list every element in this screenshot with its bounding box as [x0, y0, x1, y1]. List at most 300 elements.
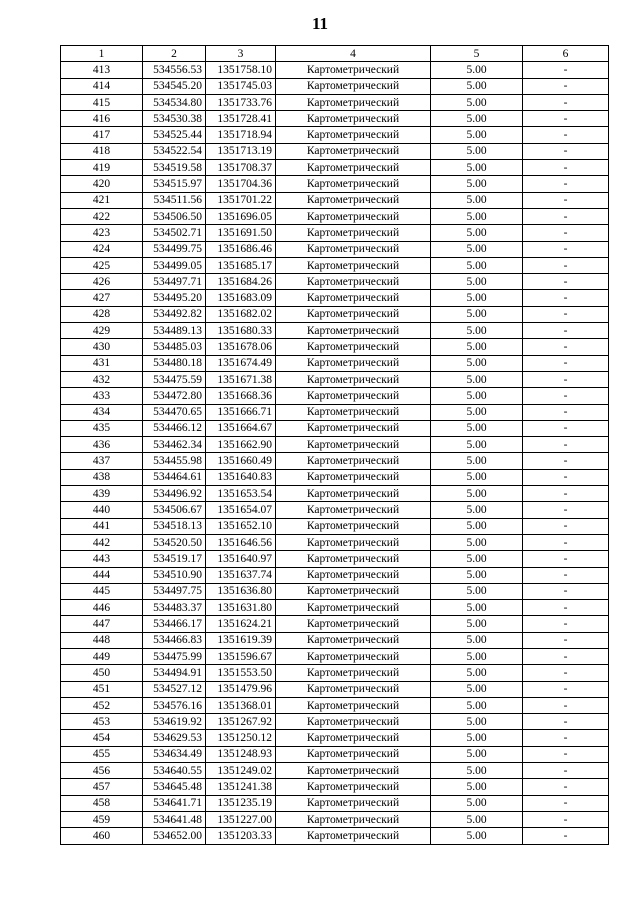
point-number-cell: 426 — [61, 274, 143, 290]
point-number-cell: 445 — [61, 583, 143, 599]
accuracy-cell: 5.00 — [431, 371, 523, 387]
y-coordinate-cell: 1351696.05 — [206, 208, 276, 224]
accuracy-cell: 5.00 — [431, 567, 523, 583]
table-row — [61, 730, 609, 746]
accuracy-cell: 5.00 — [431, 420, 523, 436]
point-number-cell: 425 — [61, 257, 143, 273]
x-coordinate-cell: 534497.75 — [143, 583, 206, 599]
y-coordinate-cell: 1351733.76 — [206, 94, 276, 110]
table-row — [61, 323, 609, 339]
point-number-cell: 418 — [61, 143, 143, 159]
table-row — [61, 176, 609, 192]
method-cell: Картометрический — [276, 600, 431, 616]
note-cell: - — [523, 339, 609, 355]
y-coordinate-cell: 1351660.49 — [206, 453, 276, 469]
note-cell: - — [523, 371, 609, 387]
note-cell: - — [523, 176, 609, 192]
y-coordinate-cell: 1351685.17 — [206, 257, 276, 273]
accuracy-cell: 5.00 — [431, 306, 523, 322]
method-cell: Картометрический — [276, 714, 431, 730]
accuracy-cell: 5.00 — [431, 257, 523, 273]
note-cell: - — [523, 355, 609, 371]
y-coordinate-cell: 1351718.94 — [206, 127, 276, 143]
method-cell: Картометрический — [276, 355, 431, 371]
method-cell: Картометрический — [276, 290, 431, 306]
table-row — [61, 567, 609, 583]
table-row — [61, 437, 609, 453]
table-row — [61, 779, 609, 795]
method-cell: Картометрический — [276, 486, 431, 502]
point-number-cell: 449 — [61, 648, 143, 664]
point-number-cell: 455 — [61, 746, 143, 762]
accuracy-cell: 5.00 — [431, 811, 523, 827]
accuracy-cell: 5.00 — [431, 600, 523, 616]
method-cell: Картометрический — [276, 632, 431, 648]
accuracy-cell: 5.00 — [431, 388, 523, 404]
accuracy-cell: 5.00 — [431, 111, 523, 127]
method-cell: Картометрический — [276, 306, 431, 322]
y-coordinate-cell: 1351640.83 — [206, 469, 276, 485]
point-number-cell: 423 — [61, 225, 143, 241]
table-row — [61, 111, 609, 127]
y-coordinate-cell: 1351646.56 — [206, 534, 276, 550]
x-coordinate-cell: 534470.65 — [143, 404, 206, 420]
note-cell: - — [523, 779, 609, 795]
note-cell: - — [523, 502, 609, 518]
table-body — [61, 62, 609, 844]
accuracy-cell: 5.00 — [431, 763, 523, 779]
y-coordinate-cell: 1351250.12 — [206, 730, 276, 746]
note-cell: - — [523, 127, 609, 143]
point-number-cell: 414 — [61, 78, 143, 94]
x-coordinate-cell: 534520.50 — [143, 534, 206, 550]
table-row — [61, 600, 609, 616]
method-cell: Картометрический — [276, 257, 431, 273]
x-coordinate-cell: 534455.98 — [143, 453, 206, 469]
note-cell: - — [523, 681, 609, 697]
method-cell: Картометрический — [276, 763, 431, 779]
column-header: 5 — [431, 46, 523, 62]
point-number-cell: 413 — [61, 62, 143, 78]
method-cell: Картометрический — [276, 469, 431, 485]
x-coordinate-cell: 534641.48 — [143, 811, 206, 827]
accuracy-cell: 5.00 — [431, 62, 523, 78]
accuracy-cell: 5.00 — [431, 551, 523, 567]
accuracy-cell: 5.00 — [431, 176, 523, 192]
table-row — [61, 746, 609, 762]
x-coordinate-cell: 534462.34 — [143, 437, 206, 453]
point-number-cell: 452 — [61, 697, 143, 713]
table-row — [61, 811, 609, 827]
method-cell: Картометрический — [276, 94, 431, 110]
table-row — [61, 78, 609, 94]
y-coordinate-cell: 1351682.02 — [206, 306, 276, 322]
point-number-cell: 448 — [61, 632, 143, 648]
point-number-cell: 458 — [61, 795, 143, 811]
table-row — [61, 616, 609, 632]
y-coordinate-cell: 1351637.74 — [206, 567, 276, 583]
note-cell: - — [523, 697, 609, 713]
x-coordinate-cell: 534511.56 — [143, 192, 206, 208]
accuracy-cell: 5.00 — [431, 697, 523, 713]
accuracy-cell: 5.00 — [431, 534, 523, 550]
table-row — [61, 257, 609, 273]
column-header: 2 — [143, 46, 206, 62]
accuracy-cell: 5.00 — [431, 795, 523, 811]
table-row — [61, 339, 609, 355]
y-coordinate-cell: 1351728.41 — [206, 111, 276, 127]
x-coordinate-cell: 534641.71 — [143, 795, 206, 811]
x-coordinate-cell: 534576.16 — [143, 697, 206, 713]
x-coordinate-cell: 534483.37 — [143, 600, 206, 616]
note-cell: - — [523, 551, 609, 567]
x-coordinate-cell: 534506.67 — [143, 502, 206, 518]
accuracy-cell: 5.00 — [431, 78, 523, 94]
accuracy-cell: 5.00 — [431, 681, 523, 697]
note-cell: - — [523, 94, 609, 110]
point-number-cell: 446 — [61, 600, 143, 616]
method-cell: Картометрический — [276, 143, 431, 159]
table-row — [61, 225, 609, 241]
y-coordinate-cell: 1351683.09 — [206, 290, 276, 306]
note-cell: - — [523, 763, 609, 779]
method-cell: Картометрический — [276, 78, 431, 94]
y-coordinate-cell: 1351686.46 — [206, 241, 276, 257]
table-row — [61, 62, 609, 78]
note-cell: - — [523, 730, 609, 746]
point-number-cell: 417 — [61, 127, 143, 143]
x-coordinate-cell: 534499.75 — [143, 241, 206, 257]
y-coordinate-cell: 1351653.54 — [206, 486, 276, 502]
x-coordinate-cell: 534464.61 — [143, 469, 206, 485]
accuracy-cell: 5.00 — [431, 437, 523, 453]
y-coordinate-cell: 1351713.19 — [206, 143, 276, 159]
table-row — [61, 795, 609, 811]
point-number-cell: 415 — [61, 94, 143, 110]
point-number-cell: 453 — [61, 714, 143, 730]
point-number-cell: 443 — [61, 551, 143, 567]
method-cell: Картометрический — [276, 665, 431, 681]
method-cell: Картометрический — [276, 648, 431, 664]
table-row — [61, 404, 609, 420]
note-cell: - — [523, 746, 609, 762]
accuracy-cell: 5.00 — [431, 486, 523, 502]
table-row — [61, 486, 609, 502]
method-cell: Картометрический — [276, 518, 431, 534]
method-cell: Картометрический — [276, 779, 431, 795]
point-number-cell: 456 — [61, 763, 143, 779]
method-cell: Картометрический — [276, 192, 431, 208]
accuracy-cell: 5.00 — [431, 323, 523, 339]
x-coordinate-cell: 534545.20 — [143, 78, 206, 94]
table-row — [61, 355, 609, 371]
x-coordinate-cell: 534515.97 — [143, 176, 206, 192]
y-coordinate-cell: 1351241.38 — [206, 779, 276, 795]
y-coordinate-cell: 1351249.02 — [206, 763, 276, 779]
y-coordinate-cell: 1351619.39 — [206, 632, 276, 648]
y-coordinate-cell: 1351654.07 — [206, 502, 276, 518]
method-cell: Картометрический — [276, 371, 431, 387]
table-row — [61, 551, 609, 567]
accuracy-cell: 5.00 — [431, 502, 523, 518]
y-coordinate-cell: 1351745.03 — [206, 78, 276, 94]
note-cell: - — [523, 192, 609, 208]
y-coordinate-cell: 1351636.80 — [206, 583, 276, 599]
accuracy-cell: 5.00 — [431, 225, 523, 241]
note-cell: - — [523, 143, 609, 159]
x-coordinate-cell: 534527.12 — [143, 681, 206, 697]
note-cell: - — [523, 469, 609, 485]
point-number-cell: 436 — [61, 437, 143, 453]
y-coordinate-cell: 1351704.36 — [206, 176, 276, 192]
point-number-cell: 437 — [61, 453, 143, 469]
table-row — [61, 583, 609, 599]
x-coordinate-cell: 534466.17 — [143, 616, 206, 632]
accuracy-cell: 5.00 — [431, 714, 523, 730]
table-row — [61, 241, 609, 257]
x-coordinate-cell: 534497.71 — [143, 274, 206, 290]
note-cell: - — [523, 583, 609, 599]
point-number-cell: 434 — [61, 404, 143, 420]
table-row — [61, 388, 609, 404]
method-cell: Картометрический — [276, 225, 431, 241]
column-header: 3 — [206, 46, 276, 62]
y-coordinate-cell: 1351235.19 — [206, 795, 276, 811]
table-row — [61, 371, 609, 387]
method-cell: Картометрический — [276, 567, 431, 583]
note-cell: - — [523, 534, 609, 550]
accuracy-cell: 5.00 — [431, 339, 523, 355]
note-cell: - — [523, 62, 609, 78]
method-cell: Картометрический — [276, 681, 431, 697]
x-coordinate-cell: 534629.53 — [143, 730, 206, 746]
x-coordinate-cell: 534534.80 — [143, 94, 206, 110]
x-coordinate-cell: 534519.58 — [143, 160, 206, 176]
method-cell: Картометрический — [276, 127, 431, 143]
x-coordinate-cell: 534466.12 — [143, 420, 206, 436]
table-header-row — [61, 46, 609, 62]
point-number-cell: 438 — [61, 469, 143, 485]
table-row — [61, 208, 609, 224]
y-coordinate-cell: 1351203.33 — [206, 828, 276, 844]
point-number-cell: 427 — [61, 290, 143, 306]
note-cell: - — [523, 290, 609, 306]
accuracy-cell: 5.00 — [431, 518, 523, 534]
point-number-cell: 435 — [61, 420, 143, 436]
x-coordinate-cell: 534480.18 — [143, 355, 206, 371]
table-row — [61, 763, 609, 779]
y-coordinate-cell: 1351678.06 — [206, 339, 276, 355]
point-number-cell: 424 — [61, 241, 143, 257]
note-cell: - — [523, 111, 609, 127]
table-row — [61, 306, 609, 322]
y-coordinate-cell: 1351668.36 — [206, 388, 276, 404]
x-coordinate-cell: 534640.55 — [143, 763, 206, 779]
method-cell: Картометрический — [276, 534, 431, 550]
table-row — [61, 697, 609, 713]
method-cell: Картометрический — [276, 616, 431, 632]
column-header: 1 — [61, 46, 143, 62]
note-cell: - — [523, 486, 609, 502]
table-row — [61, 453, 609, 469]
x-coordinate-cell: 534475.99 — [143, 648, 206, 664]
method-cell: Картометрический — [276, 176, 431, 192]
table-row — [61, 94, 609, 110]
table-row — [61, 469, 609, 485]
x-coordinate-cell: 534518.13 — [143, 518, 206, 534]
point-number-cell: 432 — [61, 371, 143, 387]
note-cell: - — [523, 225, 609, 241]
table-row — [61, 192, 609, 208]
method-cell: Картометрический — [276, 730, 431, 746]
accuracy-cell: 5.00 — [431, 404, 523, 420]
x-coordinate-cell: 534619.92 — [143, 714, 206, 730]
note-cell: - — [523, 306, 609, 322]
table-row — [61, 632, 609, 648]
table-row — [61, 143, 609, 159]
note-cell: - — [523, 323, 609, 339]
y-coordinate-cell: 1351624.21 — [206, 616, 276, 632]
method-cell: Картометрический — [276, 795, 431, 811]
x-coordinate-cell: 534634.49 — [143, 746, 206, 762]
method-cell: Картометрический — [276, 208, 431, 224]
note-cell: - — [523, 632, 609, 648]
method-cell: Картометрический — [276, 274, 431, 290]
y-coordinate-cell: 1351666.71 — [206, 404, 276, 420]
method-cell: Картометрический — [276, 323, 431, 339]
point-number-cell: 460 — [61, 828, 143, 844]
y-coordinate-cell: 1351701.22 — [206, 192, 276, 208]
note-cell: - — [523, 78, 609, 94]
point-number-cell: 447 — [61, 616, 143, 632]
point-number-cell: 444 — [61, 567, 143, 583]
note-cell: - — [523, 714, 609, 730]
y-coordinate-cell: 1351652.10 — [206, 518, 276, 534]
table-row — [61, 420, 609, 436]
point-number-cell: 454 — [61, 730, 143, 746]
method-cell: Картометрический — [276, 453, 431, 469]
table-row — [61, 502, 609, 518]
method-cell: Картометрический — [276, 111, 431, 127]
x-coordinate-cell: 534522.54 — [143, 143, 206, 159]
column-header: 4 — [276, 46, 431, 62]
accuracy-cell: 5.00 — [431, 94, 523, 110]
y-coordinate-cell: 1351671.38 — [206, 371, 276, 387]
accuracy-cell: 5.00 — [431, 355, 523, 371]
point-number-cell: 441 — [61, 518, 143, 534]
y-coordinate-cell: 1351662.90 — [206, 437, 276, 453]
point-number-cell: 421 — [61, 192, 143, 208]
point-number-cell: 459 — [61, 811, 143, 827]
point-number-cell: 450 — [61, 665, 143, 681]
accuracy-cell: 5.00 — [431, 648, 523, 664]
method-cell: Картометрический — [276, 420, 431, 436]
x-coordinate-cell: 534525.44 — [143, 127, 206, 143]
x-coordinate-cell: 534519.17 — [143, 551, 206, 567]
y-coordinate-cell: 1351640.97 — [206, 551, 276, 567]
method-cell: Картометрический — [276, 811, 431, 827]
point-number-cell: 416 — [61, 111, 143, 127]
accuracy-cell: 5.00 — [431, 469, 523, 485]
x-coordinate-cell: 534510.90 — [143, 567, 206, 583]
note-cell: - — [523, 404, 609, 420]
y-coordinate-cell: 1351684.26 — [206, 274, 276, 290]
method-cell: Картометрический — [276, 437, 431, 453]
y-coordinate-cell: 1351368.01 — [206, 697, 276, 713]
note-cell: - — [523, 437, 609, 453]
method-cell: Картометрический — [276, 746, 431, 762]
point-number-cell: 457 — [61, 779, 143, 795]
accuracy-cell: 5.00 — [431, 746, 523, 762]
note-cell: - — [523, 811, 609, 827]
table-row — [61, 534, 609, 550]
accuracy-cell: 5.00 — [431, 730, 523, 746]
x-coordinate-cell: 534645.48 — [143, 779, 206, 795]
accuracy-cell: 5.00 — [431, 208, 523, 224]
accuracy-cell: 5.00 — [431, 127, 523, 143]
y-coordinate-cell: 1351227.00 — [206, 811, 276, 827]
note-cell: - — [523, 665, 609, 681]
note-cell: - — [523, 567, 609, 583]
y-coordinate-cell: 1351758.10 — [206, 62, 276, 78]
method-cell: Картометрический — [276, 697, 431, 713]
note-cell: - — [523, 616, 609, 632]
x-coordinate-cell: 534506.50 — [143, 208, 206, 224]
x-coordinate-cell: 534652.00 — [143, 828, 206, 844]
note-cell: - — [523, 600, 609, 616]
y-coordinate-cell: 1351680.33 — [206, 323, 276, 339]
note-cell: - — [523, 257, 609, 273]
accuracy-cell: 5.00 — [431, 828, 523, 844]
note-cell: - — [523, 795, 609, 811]
note-cell: - — [523, 648, 609, 664]
point-number-cell: 429 — [61, 323, 143, 339]
accuracy-cell: 5.00 — [431, 453, 523, 469]
x-coordinate-cell: 534495.20 — [143, 290, 206, 306]
note-cell: - — [523, 388, 609, 404]
table-row — [61, 274, 609, 290]
y-coordinate-cell: 1351691.50 — [206, 225, 276, 241]
accuracy-cell: 5.00 — [431, 665, 523, 681]
method-cell: Картометрический — [276, 551, 431, 567]
y-coordinate-cell: 1351553.50 — [206, 665, 276, 681]
page-number: 11 — [311, 14, 329, 33]
table-row — [61, 290, 609, 306]
table-row — [61, 665, 609, 681]
accuracy-cell: 5.00 — [431, 779, 523, 795]
point-number-cell: 433 — [61, 388, 143, 404]
y-coordinate-cell: 1351631.80 — [206, 600, 276, 616]
note-cell: - — [523, 518, 609, 534]
method-cell: Картометрический — [276, 339, 431, 355]
accuracy-cell: 5.00 — [431, 616, 523, 632]
point-number-cell: 439 — [61, 486, 143, 502]
y-coordinate-cell: 1351479.96 — [206, 681, 276, 697]
table-row — [61, 828, 609, 844]
note-cell: - — [523, 208, 609, 224]
note-cell: - — [523, 274, 609, 290]
note-cell: - — [523, 828, 609, 844]
y-coordinate-cell: 1351664.67 — [206, 420, 276, 436]
accuracy-cell: 5.00 — [431, 632, 523, 648]
x-coordinate-cell: 534530.38 — [143, 111, 206, 127]
method-cell: Картометрический — [276, 62, 431, 78]
x-coordinate-cell: 534489.13 — [143, 323, 206, 339]
coordinates-table — [60, 45, 609, 845]
method-cell: Картометрический — [276, 241, 431, 257]
method-cell: Картометрический — [276, 583, 431, 599]
y-coordinate-cell: 1351248.93 — [206, 746, 276, 762]
